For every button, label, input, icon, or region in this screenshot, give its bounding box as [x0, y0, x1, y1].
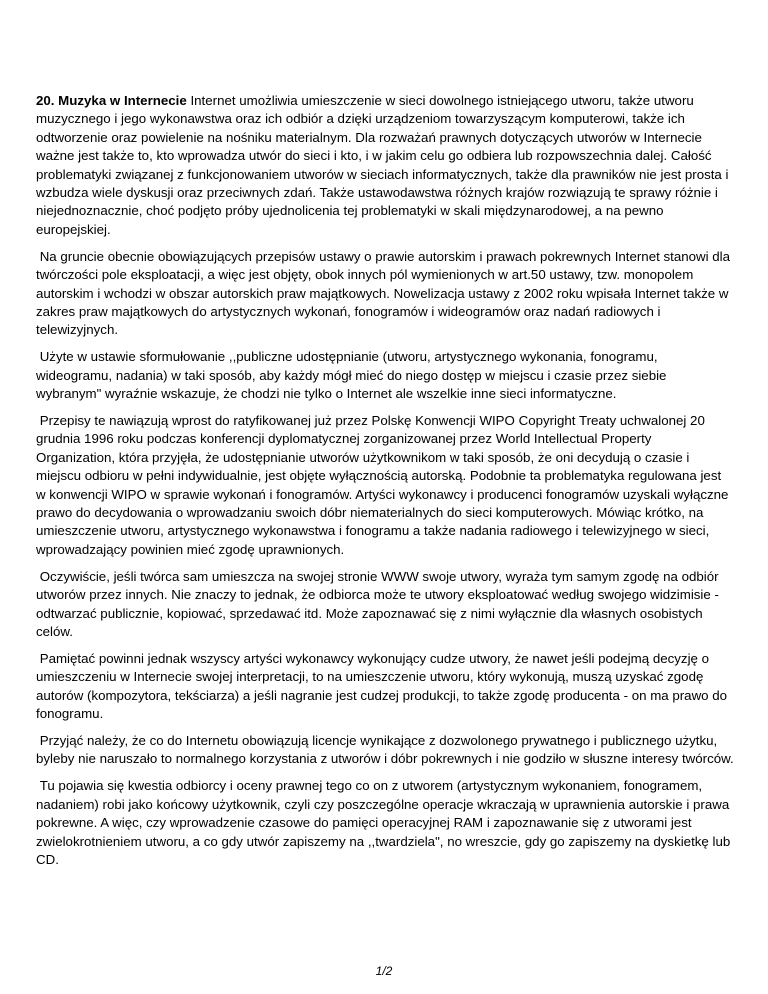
section-heading: 20. Muzyka w Internecie — [36, 93, 187, 108]
paragraph: Na gruncie obecnie obowiązujących przepisów ustawy o prawie autorskim i prawach pokrewnych Internet stanowi dla twórczości pole eksploatacji, a więc jest objęty, obok innych pól wymienionych w art.50 ustawy, tzw. monopolem autorskim i wchodzi w obszar autorskich praw majątkowych. Nowelizacja ustawy z 2002 roku wpisała Internet także w zakres praw majątkowych do artystycznych wykonań, fonogramów i wideogramów oraz nadań radiowych i telewizyjnych. — [36, 248, 734, 338]
paragraph: Oczywiście, jeśli twórca sam umieszcza na swojej stronie WWW swoje utwory, wyraża tym samym zgodę na odbiór utworów przez innych. Nie znaczy to jednak, że odbiorca może te utwory eksploatować według swojego widzimisie - odtwarzać publicznie, kopiować, sprzedawać itd. Może zapoznawać się z nimi wyłącznie dla własnych osobistych celów. — [36, 568, 723, 639]
paragraph: Użyte w ustawie sformułowanie ,,publiczne udostępnianie (utworu, artystycznego wykonania, fonogramu, wideogramu, nadania) w taki sposób, aby każdy mógł mieć do niego dostęp w miejscu i czasie przez siebie wybranym" wyraźnie wskazuje, że chodzi nie tylko o Internet ale wszelkie inne sieci informatyczne. — [36, 349, 671, 402]
document-body — [36, 92, 734, 878]
paragraph: Przepisy te nawiązują wprost do ratyfikowanej już przez Polskę Konwencji WIPO Copyright Treaty uchwalonej 20 grudnia 1996 roku podczas konferencji dyplomatycznej zorganizowanej przez World Intellectual Property Organization, która przyjęła, że udostępnianie utworów użytkownikom w taki sposób, że oni decydują o czasie i miejscu odbioru w pełni indywidualnie, jest objęte wyłącznością autorską. Podobnie ta problematyka regulowana jest w konwencji WIPO w sprawie wykonań i fonogramów. Artyści wykonawcy i producenci fonogramów uzyskali wyłączne prawo do decydowania o wprowadzaniu swoich dóbr niematerialnych do sieci komputerowych. Mówiąc krótko, na umieszczenie utworu, artystycznego wykonawstwa i fonogramu a także nadania radiowego i telewizyjnego w sieci, wprowadzający powinien mieć zgodę uprawnionych. — [36, 413, 733, 557]
paragraph: Tu pojawia się kwestia odbiorcy i oceny prawnej tego co on z utworem (artystycznym wykonaniem, fonogramem, nadaniem) robi jako końcowy użytkownik, czyli czy poszczególne operacje wkraczają w uprawnienia autorskie i prawa pokrewne. A więc, czy wprowadzenie czasowe do pamięci operacyjnej RAM i zapoznawanie się z utworami jest zwielokrotnieniem utworu, a co gdy utwór zapiszemy na ,,twardziela", no wreszcie, gdy go zapiszemy na dyskietkę lub CD. — [36, 778, 734, 867]
paragraph: Przyjąć należy, że co do Internetu obowiązują licencje wynikające z dozwolonego prywatnego i publicznego użytku, byleby nie naruszało to normalnego korzystania z utworów i dóbr pokrewnych i nie godziło w słuszne interesy twórców. — [36, 733, 734, 767]
page-number: 1/2 — [375, 964, 393, 978]
paragraph: 20. Muzyka w Internecie Internet umożliwia umieszczenie w sieci dowolnego istniejącego utworu, także utworu muzycznego i jego wykonawstwa oraz ich odbiór a dzięki urządzeniom towarzyszącym komputerowi, także ich odtworzenie oraz powielenie na nośniku materialnym. Dla rozważań prawnych dotyczących utworów w Internecie ważne jest także to, kto wprowadza utwór do sieci i kto, i w jakim celu go odbiera lub rozpowszechnia dalej. Całość problematyki związanej z funkcjonowaniem utworów w sieciach informatycznych, także dla prawników nie jest prosta i wzbudza wiele dyskusji oraz przeciwnych zdań. Także ustawodawstwa różnych krajów rozwiązują te sprawy różnie i niejednoznacznie, choć podjęto próby ujednolicenia tej problematyki w skali międzynarodowej, a na pewno europejskiej. — [36, 93, 733, 237]
paragraph: Pamiętać powinni jednak wszyscy artyści wykonawcy wykonujący cudze utwory, że nawet jeśli podejmą decyzję o umieszczeniu w Internecie swojej interpretacji, to na umieszczenie utworu, który wykonują, muszą uzyskać zgodę autorów (kompozytora, tekściarza) a jeśli nagranie jest cudzej produkcji, to także zgodę producenta - on ma prawo do fonogramu. — [36, 650, 731, 722]
